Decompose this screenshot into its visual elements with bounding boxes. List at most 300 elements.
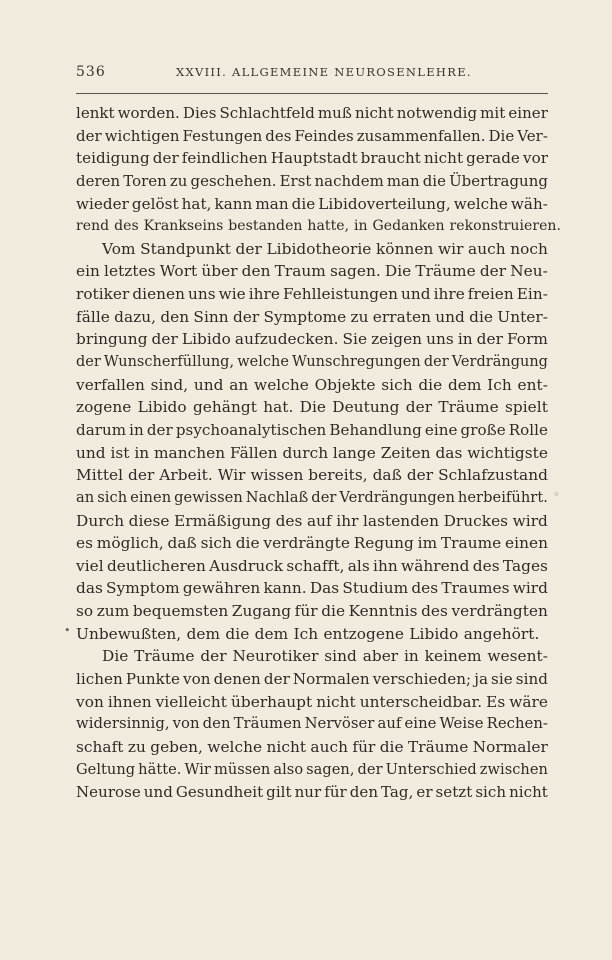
word: Libido: [409, 624, 459, 643]
word: schaft: [76, 737, 124, 756]
text-line: [76, 577, 548, 600]
word: noch: [510, 239, 548, 258]
word: Normaler: [472, 737, 548, 756]
word: der: [232, 307, 260, 326]
word: dem: [254, 624, 289, 643]
word: überhaupt: [230, 692, 313, 711]
word: Traumes: [441, 579, 510, 598]
word: den: [241, 262, 271, 281]
word: nicht: [509, 783, 548, 802]
word: spielt: [504, 398, 548, 417]
word: psychoanalytischen: [175, 420, 327, 439]
word: die: [379, 737, 404, 756]
word: Symptome: [263, 307, 347, 326]
word: Festungen: [182, 126, 263, 145]
word: Form: [506, 330, 548, 349]
word: Behandlung: [329, 420, 422, 439]
word: in: [354, 218, 368, 235]
word: bequemsten: [132, 602, 229, 621]
text-line: [76, 736, 548, 759]
word: Ermäßigung: [174, 511, 272, 530]
text-line: [76, 306, 548, 329]
word: Punkte: [125, 670, 180, 689]
word: hat,: [181, 194, 212, 213]
word: welche: [207, 737, 263, 756]
word: wäh-: [510, 194, 548, 213]
word: denen: [213, 670, 261, 689]
word: freien: [467, 285, 514, 304]
word: an: [229, 375, 249, 394]
word: einen: [130, 488, 172, 506]
word: Feindes: [294, 126, 354, 145]
word: und: [193, 375, 224, 394]
text-line: [76, 396, 548, 419]
text-line: [76, 623, 548, 646]
word: Normalen: [292, 670, 370, 689]
word: Träumen: [233, 715, 302, 733]
word: und: [401, 285, 431, 304]
word: zu: [350, 307, 369, 326]
word: sich: [200, 534, 232, 553]
word: muß: [317, 104, 352, 122]
word: Die: [488, 126, 515, 145]
word: deutlicheren: [106, 556, 206, 575]
word: die: [235, 534, 260, 553]
word: sind: [324, 647, 357, 666]
word: durch: [282, 443, 329, 462]
word: große: [460, 420, 506, 439]
word: Regung: [353, 534, 414, 553]
word: wir: [437, 239, 464, 258]
word: auf: [306, 511, 332, 530]
word: rotiker: [76, 285, 130, 304]
word: Libido: [181, 330, 231, 349]
word: der: [200, 647, 227, 666]
word: deren: [76, 171, 121, 190]
word: Vom: [102, 239, 136, 258]
word: in: [457, 330, 473, 349]
word: Durch: [76, 511, 125, 530]
word: Rolle: [508, 420, 548, 439]
word: Objekte: [314, 375, 376, 394]
word: Ein-: [516, 285, 548, 304]
word: wieder: [76, 194, 129, 213]
word: sind: [515, 670, 548, 689]
word: mit: [480, 104, 506, 122]
word: Wunschregungen: [292, 354, 421, 371]
word: gewissen: [174, 488, 243, 506]
word: von: [76, 692, 104, 711]
word: während: [401, 556, 470, 575]
word: Studium: [342, 579, 409, 598]
word: Unterschied: [385, 760, 477, 778]
word: Das: [309, 579, 340, 598]
word: Träume: [134, 647, 195, 666]
word: das: [76, 579, 103, 598]
word: hatte,: [307, 218, 350, 235]
word: gewähren: [182, 579, 261, 598]
word: Tages: [502, 556, 548, 575]
word: so: [76, 602, 94, 621]
text-line: [76, 193, 548, 216]
word: nachdem: [314, 171, 384, 190]
text-line: [76, 442, 548, 465]
word: lichen: [76, 670, 123, 689]
word: Nachlaß: [245, 488, 309, 506]
word: ent-: [517, 375, 548, 394]
word: zusammenfallen.: [356, 126, 486, 145]
word: Druckes: [443, 511, 509, 530]
word: zu: [169, 171, 188, 190]
word: bereits,: [308, 466, 368, 485]
word: kann.: [263, 579, 307, 598]
word: und: [76, 443, 106, 462]
word: wesent-: [487, 647, 548, 666]
word: sagen.: [329, 262, 381, 281]
word: der: [151, 330, 178, 349]
word: Schlachtfeld: [219, 104, 315, 122]
word: die: [225, 624, 250, 643]
word: viel: [76, 556, 104, 575]
word: über: [201, 262, 238, 281]
word: verdrängten: [451, 602, 548, 621]
word: manchen: [154, 443, 226, 462]
word: herbeiführt.: [457, 488, 548, 506]
word: Geltung: [76, 760, 136, 778]
body-text: [76, 102, 562, 804]
word: müssen: [213, 760, 271, 778]
word: Nervöser: [304, 715, 375, 733]
word: ihn: [373, 556, 398, 575]
text-line: [76, 713, 548, 736]
word: wird: [512, 579, 548, 598]
word: darum: [76, 420, 127, 439]
word: uns: [187, 285, 216, 304]
word: für: [324, 783, 347, 802]
word: der: [235, 239, 262, 258]
word: Ich: [487, 375, 512, 394]
word: keinem: [424, 647, 482, 666]
text-line: [76, 464, 548, 487]
word: Wir: [217, 466, 246, 485]
word: verschieden;: [372, 670, 472, 689]
word: bringung: [76, 330, 148, 349]
word: dem: [186, 624, 221, 643]
word: und: [143, 783, 173, 802]
word: der: [405, 398, 433, 417]
word: Schlafzustand: [438, 466, 548, 485]
word: zwischen: [479, 760, 548, 778]
text-line: [76, 645, 548, 668]
word: Tag,: [381, 783, 414, 802]
word: ein: [76, 262, 100, 281]
word: des: [275, 511, 303, 530]
word: feindlichen: [181, 149, 268, 168]
word: gehängt: [192, 398, 257, 417]
stray-mark: •: [64, 624, 71, 637]
word: einen: [505, 534, 548, 553]
word: welche: [237, 354, 289, 371]
word: geschehen.: [190, 171, 277, 190]
word: verfallen: [76, 375, 145, 394]
word: aufzudecken.: [234, 330, 339, 349]
word: daß: [167, 534, 197, 553]
word: man: [255, 194, 289, 213]
word: Mittel: [76, 466, 124, 485]
word: von: [183, 670, 211, 689]
word: der: [76, 354, 101, 371]
word: lenkt: [76, 104, 115, 122]
word: wissen: [250, 466, 304, 485]
word: der: [311, 488, 337, 506]
word: vor: [522, 149, 548, 168]
word: Übertragung: [449, 171, 548, 190]
word: geben,: [150, 737, 203, 756]
word: ihnen: [107, 692, 152, 711]
word: Kenntnis: [348, 602, 418, 621]
word: er: [416, 783, 433, 802]
word: Traum: [274, 262, 326, 281]
word: Neurotiker: [232, 647, 319, 666]
word: die: [418, 375, 443, 394]
word: Träume: [438, 398, 499, 417]
word: braucht: [360, 149, 421, 168]
word: erraten: [372, 307, 431, 326]
word: Unter-: [497, 307, 548, 326]
word: des: [265, 126, 292, 145]
text-line: [76, 260, 548, 283]
word: Deutung: [332, 398, 400, 417]
word: rend: [76, 218, 110, 235]
word: worden.: [117, 104, 180, 122]
text-line: [76, 170, 548, 193]
word: ihre: [433, 285, 465, 304]
word: in: [129, 420, 144, 439]
text-line: [76, 532, 548, 555]
word: Wort: [159, 262, 198, 281]
word: sich: [381, 375, 413, 394]
text-line: [76, 351, 548, 374]
word: Wunscherfüllung,: [103, 354, 235, 371]
word: der: [263, 670, 290, 689]
word: die: [469, 307, 494, 326]
word: setzt: [435, 783, 473, 802]
word: Hauptstadt: [270, 149, 358, 168]
word: entzogene: [323, 624, 404, 643]
page-number: 536: [76, 64, 106, 80]
word: Es: [486, 692, 506, 711]
word: der: [406, 466, 434, 485]
word: für: [352, 737, 376, 756]
text-line: [76, 759, 548, 782]
word: zogene: [76, 398, 132, 417]
word: also: [273, 760, 304, 778]
word: wichtigste: [467, 443, 548, 462]
word: Ausdruck: [209, 556, 284, 575]
word: Standpunkt: [140, 239, 231, 258]
word: Zugang: [231, 602, 292, 621]
word: aber: [362, 647, 399, 666]
text-line: [76, 238, 548, 261]
text-line: [76, 668, 548, 691]
word: Ich: [293, 624, 319, 643]
word: diese: [128, 511, 170, 530]
word: Symptom: [106, 579, 180, 598]
word: Gesundheit: [175, 783, 264, 802]
word: zum: [96, 602, 130, 621]
word: Unbewußten,: [76, 624, 182, 643]
word: ihre: [248, 285, 280, 304]
word: gerade: [466, 149, 520, 168]
word: dem: [447, 375, 482, 394]
word: lastenden: [362, 511, 440, 530]
word: einer: [508, 104, 548, 122]
word: dienen: [132, 285, 185, 304]
word: vielleicht: [155, 692, 227, 711]
text-line: [76, 215, 562, 238]
word: nicht: [266, 737, 307, 756]
word: an: [76, 488, 95, 506]
word: der: [479, 262, 507, 281]
word: Traume: [440, 534, 502, 553]
text-line: [76, 781, 548, 804]
word: Rechen-: [486, 715, 548, 733]
word: den: [349, 783, 379, 802]
text-line: [76, 419, 548, 442]
word: widersinnig,: [76, 715, 170, 733]
word: rekonstruieren.: [449, 218, 562, 235]
word: der: [146, 420, 173, 439]
text-line: [76, 374, 548, 397]
word: für: [294, 602, 318, 621]
word: gelöst: [131, 194, 179, 213]
word: das: [435, 443, 463, 462]
word: sich: [97, 488, 128, 506]
word: Sie: [342, 330, 368, 349]
word: eine: [404, 715, 437, 733]
word: in: [134, 443, 150, 462]
word: bestanden: [228, 218, 303, 235]
word: möglich,: [96, 534, 164, 553]
word: kann: [214, 194, 253, 213]
word: eine: [424, 420, 458, 439]
text-line: [76, 125, 548, 148]
word: welche: [453, 194, 508, 213]
text-line: [76, 102, 548, 125]
word: der: [476, 330, 503, 349]
word: es: [76, 534, 94, 553]
word: als: [347, 556, 370, 575]
word: lange: [332, 443, 376, 462]
word: dazu,: [114, 307, 157, 326]
word: Libido: [137, 398, 187, 417]
word: wichtigen: [104, 126, 180, 145]
word: sind,: [150, 375, 189, 394]
word: und: [435, 307, 465, 326]
word: die: [291, 194, 316, 213]
word: Die: [299, 398, 327, 417]
word: den: [160, 307, 190, 326]
word: verdrängte: [263, 534, 350, 553]
word: Libidoverteilung,: [318, 194, 451, 213]
word: Weise: [439, 715, 484, 733]
word: Die: [102, 647, 129, 666]
word: Zeiten: [380, 443, 431, 462]
word: sich: [475, 783, 507, 802]
word: Verdrängung: [451, 354, 548, 371]
word: hätte.: [138, 760, 182, 778]
text-line: [76, 487, 548, 510]
word: der: [423, 354, 449, 371]
word: sagen,: [306, 760, 355, 778]
word: ja: [474, 670, 489, 689]
word: unterscheidbar.: [359, 692, 483, 711]
header-rule: [76, 93, 548, 94]
word: Träume: [415, 262, 476, 281]
word: wird: [512, 511, 548, 530]
text-line: [76, 283, 548, 306]
word: des: [421, 602, 448, 621]
word: uns: [426, 330, 454, 349]
word: wäre: [509, 692, 548, 711]
word: der: [152, 149, 179, 168]
word: Verdrängungen: [339, 488, 455, 506]
word: fälle: [76, 307, 110, 326]
word: Neurose: [76, 783, 141, 802]
word: gilt: [266, 783, 292, 802]
word: können: [375, 239, 434, 258]
word: des: [114, 218, 139, 235]
text-line: [76, 328, 548, 351]
word: Fehlleistungen: [282, 285, 398, 304]
word: Libidotheorie: [266, 239, 372, 258]
word: nur: [294, 783, 322, 802]
word: nicht: [316, 692, 356, 711]
page-header: [76, 64, 548, 88]
word: notwendig: [396, 104, 478, 122]
word: ihr: [336, 511, 359, 530]
word: zu: [127, 737, 146, 756]
word: hat.: [263, 398, 294, 417]
word: schafft,: [286, 556, 345, 575]
stray-mark: ◦: [553, 488, 560, 501]
running-head: XXVIII. ALLGEMEINE NEUROSENLEHRE.: [176, 65, 472, 79]
word: Sinn: [193, 307, 229, 326]
word: nicht: [423, 149, 464, 168]
word: von: [172, 715, 200, 733]
word: die: [422, 171, 446, 190]
word: letztes: [104, 262, 156, 281]
word: der: [357, 760, 383, 778]
word: zeigen: [371, 330, 423, 349]
word: in: [403, 647, 419, 666]
text-line: [76, 510, 548, 533]
word: Neu-: [510, 262, 548, 281]
word: der: [128, 466, 155, 485]
word: Wir: [184, 760, 211, 778]
word: Die: [384, 262, 412, 281]
word: auf: [377, 715, 402, 733]
word: man: [386, 171, 420, 190]
word: Arbeit.: [159, 466, 213, 485]
word: die: [321, 602, 346, 621]
word: Fällen: [229, 443, 278, 462]
text-line: [76, 600, 548, 623]
word: des: [472, 556, 500, 575]
word: Krankseins: [143, 218, 224, 235]
word: nicht: [354, 104, 394, 122]
text-line: [76, 147, 548, 170]
